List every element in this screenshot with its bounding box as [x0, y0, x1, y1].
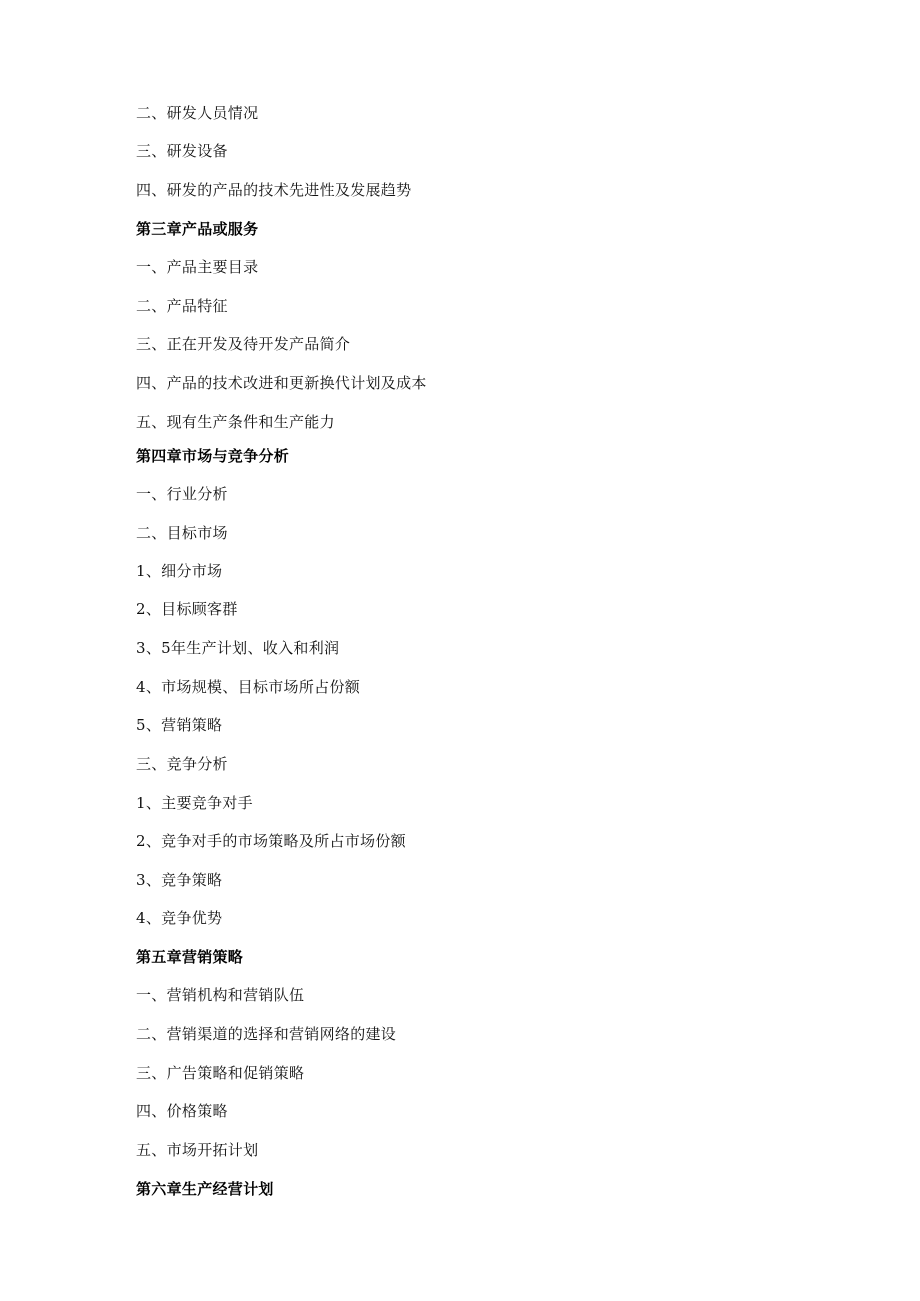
outline-item: 3、5年生产计划、收入和利润	[136, 639, 340, 657]
outline-item: 四、产品的技术改进和更新换代计划及成本	[136, 374, 427, 392]
outline-item: 五、现有生产条件和生产能力	[136, 413, 335, 431]
outline-item: 一、营销机构和营销队伍	[136, 986, 305, 1004]
chapter-heading: 第六章生产经营计划	[136, 1180, 274, 1198]
outline-item: 一、行业分析	[136, 485, 228, 503]
outline-item: 5、营销策略	[136, 716, 223, 734]
outline-item: 1、主要竞争对手	[136, 794, 253, 812]
outline-item: 一、产品主要目录	[136, 258, 259, 276]
outline-item: 二、营销渠道的选择和营销网络的建设	[136, 1025, 397, 1043]
outline-item: 三、正在开发及待开发产品简介	[136, 335, 351, 353]
outline-item: 4、竞争优势	[136, 909, 223, 927]
outline-item: 三、广告策略和促销策略	[136, 1064, 305, 1082]
outline-item: 二、产品特征	[136, 297, 228, 315]
outline-item: 1、细分市场	[136, 562, 223, 580]
outline-item: 三、竞争分析	[136, 755, 228, 773]
outline-item: 4、市场规模、目标市场所占份额	[136, 678, 361, 696]
outline-item: 3、竞争策略	[136, 871, 223, 889]
outline-item: 三、研发设备	[136, 142, 228, 160]
outline-item: 五、市场开拓计划	[136, 1141, 259, 1159]
outline-item: 二、研发人员情况	[136, 104, 259, 122]
outline-item: 2、目标顾客群	[136, 600, 238, 618]
outline-item: 四、价格策略	[136, 1102, 228, 1120]
outline-item: 2、竞争对手的市场策略及所占市场份额	[136, 832, 406, 850]
chapter-heading: 第四章市场与竞争分析	[136, 447, 290, 465]
chapter-heading: 第五章营销策略	[136, 948, 244, 966]
chapter-heading: 第三章产品或服务	[136, 220, 259, 238]
outline-item: 四、研发的产品的技术先进性及发展趋势	[136, 181, 412, 199]
outline-item: 二、目标市场	[136, 524, 228, 542]
